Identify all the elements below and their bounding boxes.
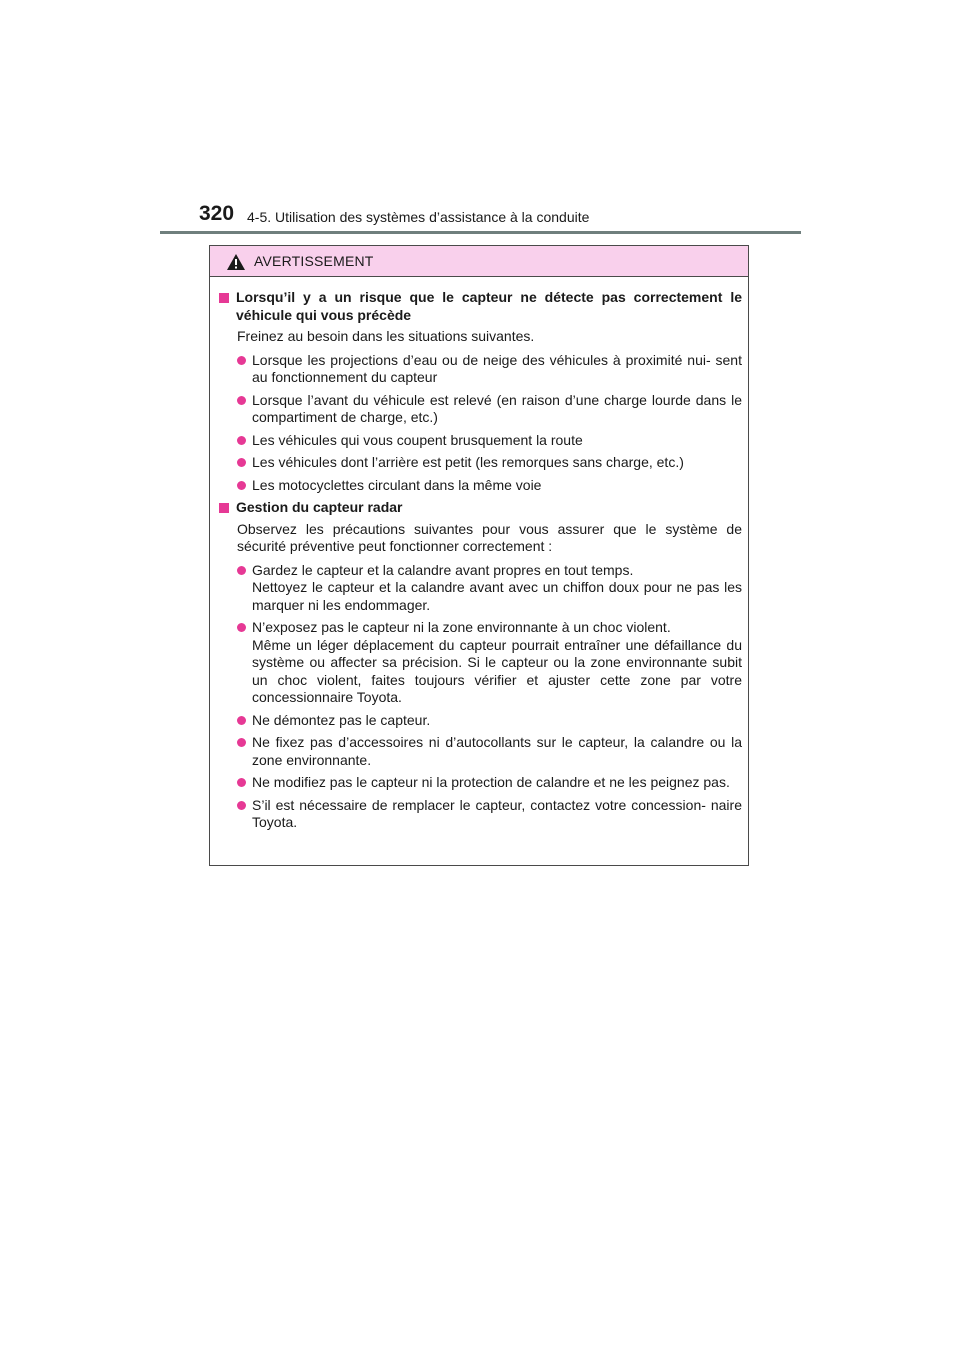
list-item-text: Ne modifiez pas le capteur ni la protection de calandre et ne les peignez pas. (252, 774, 730, 790)
list-item-text: S’il est nécessaire de remplacer le capteur, contactez votre concession- naire Toyota. (252, 796, 742, 830)
list-item-text: Les motocyclettes circulant dans la même voie (252, 476, 542, 493)
page-number: 320 (199, 202, 235, 225)
list-item (237, 432, 742, 450)
header-rule (160, 231, 801, 234)
section-heading-text: Lorsqu’il y a un risque que le capteur ne détecte pas correctement le véhicule qui vous précède (236, 289, 742, 323)
round-bullet-icon (237, 801, 249, 810)
list-item (237, 392, 742, 427)
round-bullet-icon (237, 458, 249, 467)
warning-triangle-icon (226, 253, 246, 271)
square-bullet-icon (219, 503, 231, 513)
section-title: 4-5. Utilisation des systèmes d’assistance à la conduite (247, 209, 590, 225)
warning-header (210, 246, 748, 277)
list-item-text: Ne fixez pas d’accessoires ni d’autocollants sur le capteur, la calandre ou la zone environnante. (252, 734, 742, 768)
list-item (237, 712, 742, 730)
list-item (237, 619, 742, 707)
list-item-line: Nettoyez le capteur et la calandre avant avec un chiffon doux pour ne pas les marquer ni les endommager. (252, 579, 742, 613)
list-item (237, 352, 742, 387)
list-item-text: Lorsque l’avant du véhicule est relevé (en raison d’une charge lourde dans le compartiment de charge, etc.) (252, 391, 742, 425)
list-item-text: Ne démontez pas le capteur. (252, 711, 431, 728)
square-bullet-icon (219, 293, 231, 303)
round-bullet-icon (237, 566, 249, 575)
round-bullet-icon (237, 356, 249, 365)
list-item-text (252, 562, 742, 615)
section-heading (219, 499, 742, 517)
list-item-text: Les véhicules qui vous coupent brusquement la route (252, 431, 583, 448)
list-item-line: Même un léger déplacement du capteur pourrait entraîner une défaillance du système ou affecter sa précision. Si le capteur ou la zone environnante subit un choc violent, faites toujours vérifier et ajuster cette zone par votre concessionnaire Toyota. (252, 636, 742, 705)
section-heading (219, 289, 742, 324)
round-bullet-icon (237, 481, 249, 490)
round-bullet-icon (237, 738, 249, 747)
round-bullet-icon (237, 436, 249, 445)
section-heading-text: Gestion du capteur radar (236, 499, 403, 515)
list-item (237, 774, 742, 792)
list-item-line: N’exposez pas le capteur ni la zone environnante à un choc violent. (252, 619, 671, 635)
round-bullet-icon (237, 716, 249, 725)
list-item-text: Lorsque les projections d’eau ou de neige des véhicules à proximité nui- sent au fonctionnement du capteur (252, 351, 742, 385)
list-item (237, 734, 742, 769)
list-item (237, 797, 742, 832)
warning-content (210, 277, 748, 832)
list-item (237, 562, 742, 615)
list-item-text: Les véhicules dont l’arrière est petit (les remorques sans charge, etc.) (252, 454, 684, 470)
list-item (237, 477, 742, 495)
round-bullet-icon (237, 623, 249, 632)
warning-box (209, 245, 749, 866)
round-bullet-icon (237, 778, 249, 787)
list-item (237, 454, 742, 472)
round-bullet-icon (237, 396, 249, 405)
list-item-text (252, 619, 742, 707)
warning-title: AVERTISSEMENT (254, 253, 374, 269)
list-item-line: Gardez le capteur et la calandre avant propres en tout temps. (252, 561, 634, 578)
section-intro: Observez les précautions suivantes pour vous assurer que le système de sécurité préventive peut fonctionner correctement : (237, 520, 742, 554)
section-intro: Freinez au besoin dans les situations suivantes. (237, 328, 535, 344)
